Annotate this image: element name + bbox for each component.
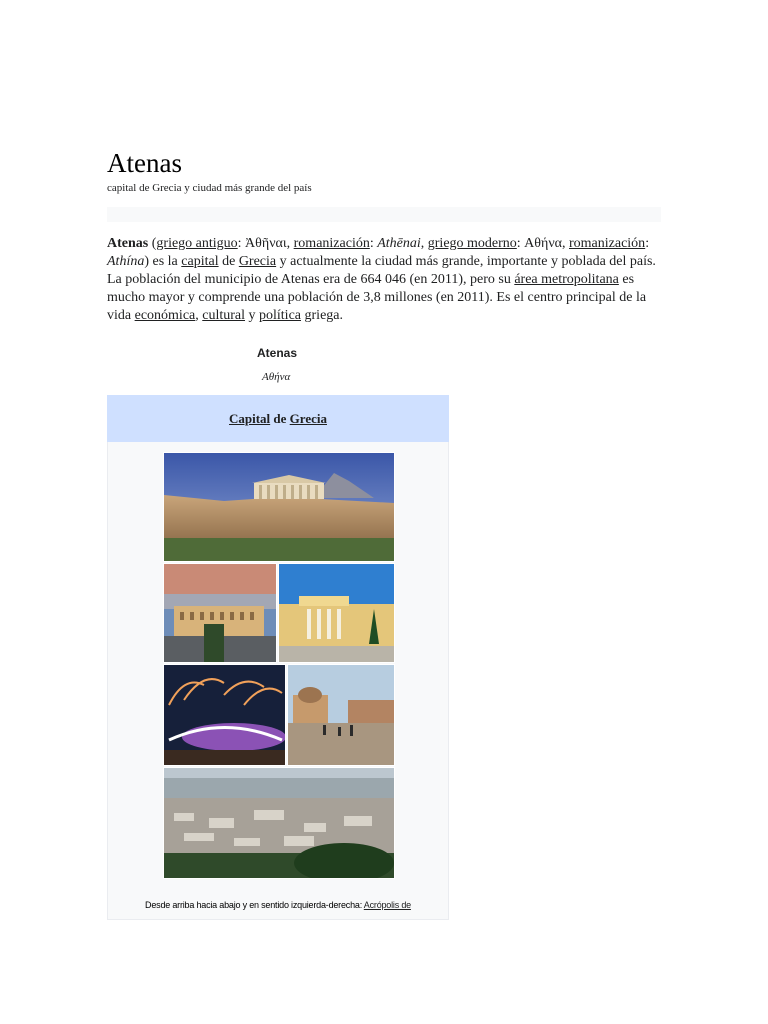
notice-bar	[107, 207, 661, 222]
infobox-header-text: de	[270, 410, 290, 426]
page-subtitle: capital de Grecia y ciudad más grande del país	[107, 182, 312, 194]
monastiraki-photo[interactable]	[287, 664, 395, 766]
infobox-link-capital[interactable]: Capital	[229, 410, 271, 426]
lead-text: (	[148, 236, 157, 251]
link-area-metropolitana[interactable]: área metropolitana	[514, 272, 619, 287]
link-grecia[interactable]: Grecia	[238, 254, 277, 269]
page-title: Atenas	[107, 148, 182, 178]
caption-text: Desde arriba hacia abajo y en sentido izquierda-derecha:	[145, 900, 364, 910]
olympics-photo[interactable]	[163, 664, 286, 766]
lead-paragraph	[107, 235, 662, 325]
lead-text: :	[645, 236, 650, 251]
zappeion-photo[interactable]	[278, 563, 395, 663]
lead-text: y actualmente la ciudad más grande, importante y poblada del país. La población del municipio de Atenas era de 664 046 (en 2011), pero su	[107, 254, 656, 287]
infobox-name: Atenas	[257, 346, 298, 360]
lead-text-italic: Athína	[107, 254, 145, 269]
lead-text: es mucho mayor y comprende una población de 3,8 millones (en 2011). Es el centro principal de la vida	[107, 272, 647, 323]
infobox-link-grecia[interactable]: Grecia	[289, 410, 327, 426]
lead-name: Atenas	[107, 236, 149, 251]
link-griego-moderno[interactable]: griego moderno	[427, 236, 517, 251]
link-romanizacion[interactable]: romanización	[293, 236, 370, 251]
infobox-native-name: Αθήνα	[262, 371, 291, 383]
lead-text: y	[245, 308, 260, 323]
caption-link-acropolis[interactable]: Acrópolis de	[363, 900, 411, 910]
lead-text-italic: Athēnai	[377, 236, 421, 251]
link-romanizacion-2[interactable]: romanización	[569, 236, 646, 251]
lead-text: ,	[195, 308, 203, 323]
link-cultural[interactable]: cultural	[202, 308, 246, 323]
infobox-header	[107, 395, 449, 442]
link-politica[interactable]: política	[259, 308, 302, 323]
lead-text: ) es la	[144, 254, 182, 269]
link-capital[interactable]: capital	[181, 254, 219, 269]
link-economica[interactable]: económica	[134, 308, 196, 323]
acropolis-photo[interactable]	[163, 452, 395, 562]
infobox-caption	[107, 899, 449, 911]
lead-text: griega.	[301, 308, 343, 323]
parliament-photo[interactable]	[163, 563, 277, 663]
city-panorama-photo[interactable]	[163, 767, 395, 879]
lead-text: :	[369, 236, 378, 251]
lead-text: de	[218, 254, 239, 269]
lead-text: ,	[420, 236, 428, 251]
lead-text: : Αθήνα,	[516, 236, 569, 251]
lead-text: : Ἀθῆναι,	[237, 236, 294, 251]
link-griego-antiguo[interactable]: griego antiguo	[156, 236, 238, 251]
